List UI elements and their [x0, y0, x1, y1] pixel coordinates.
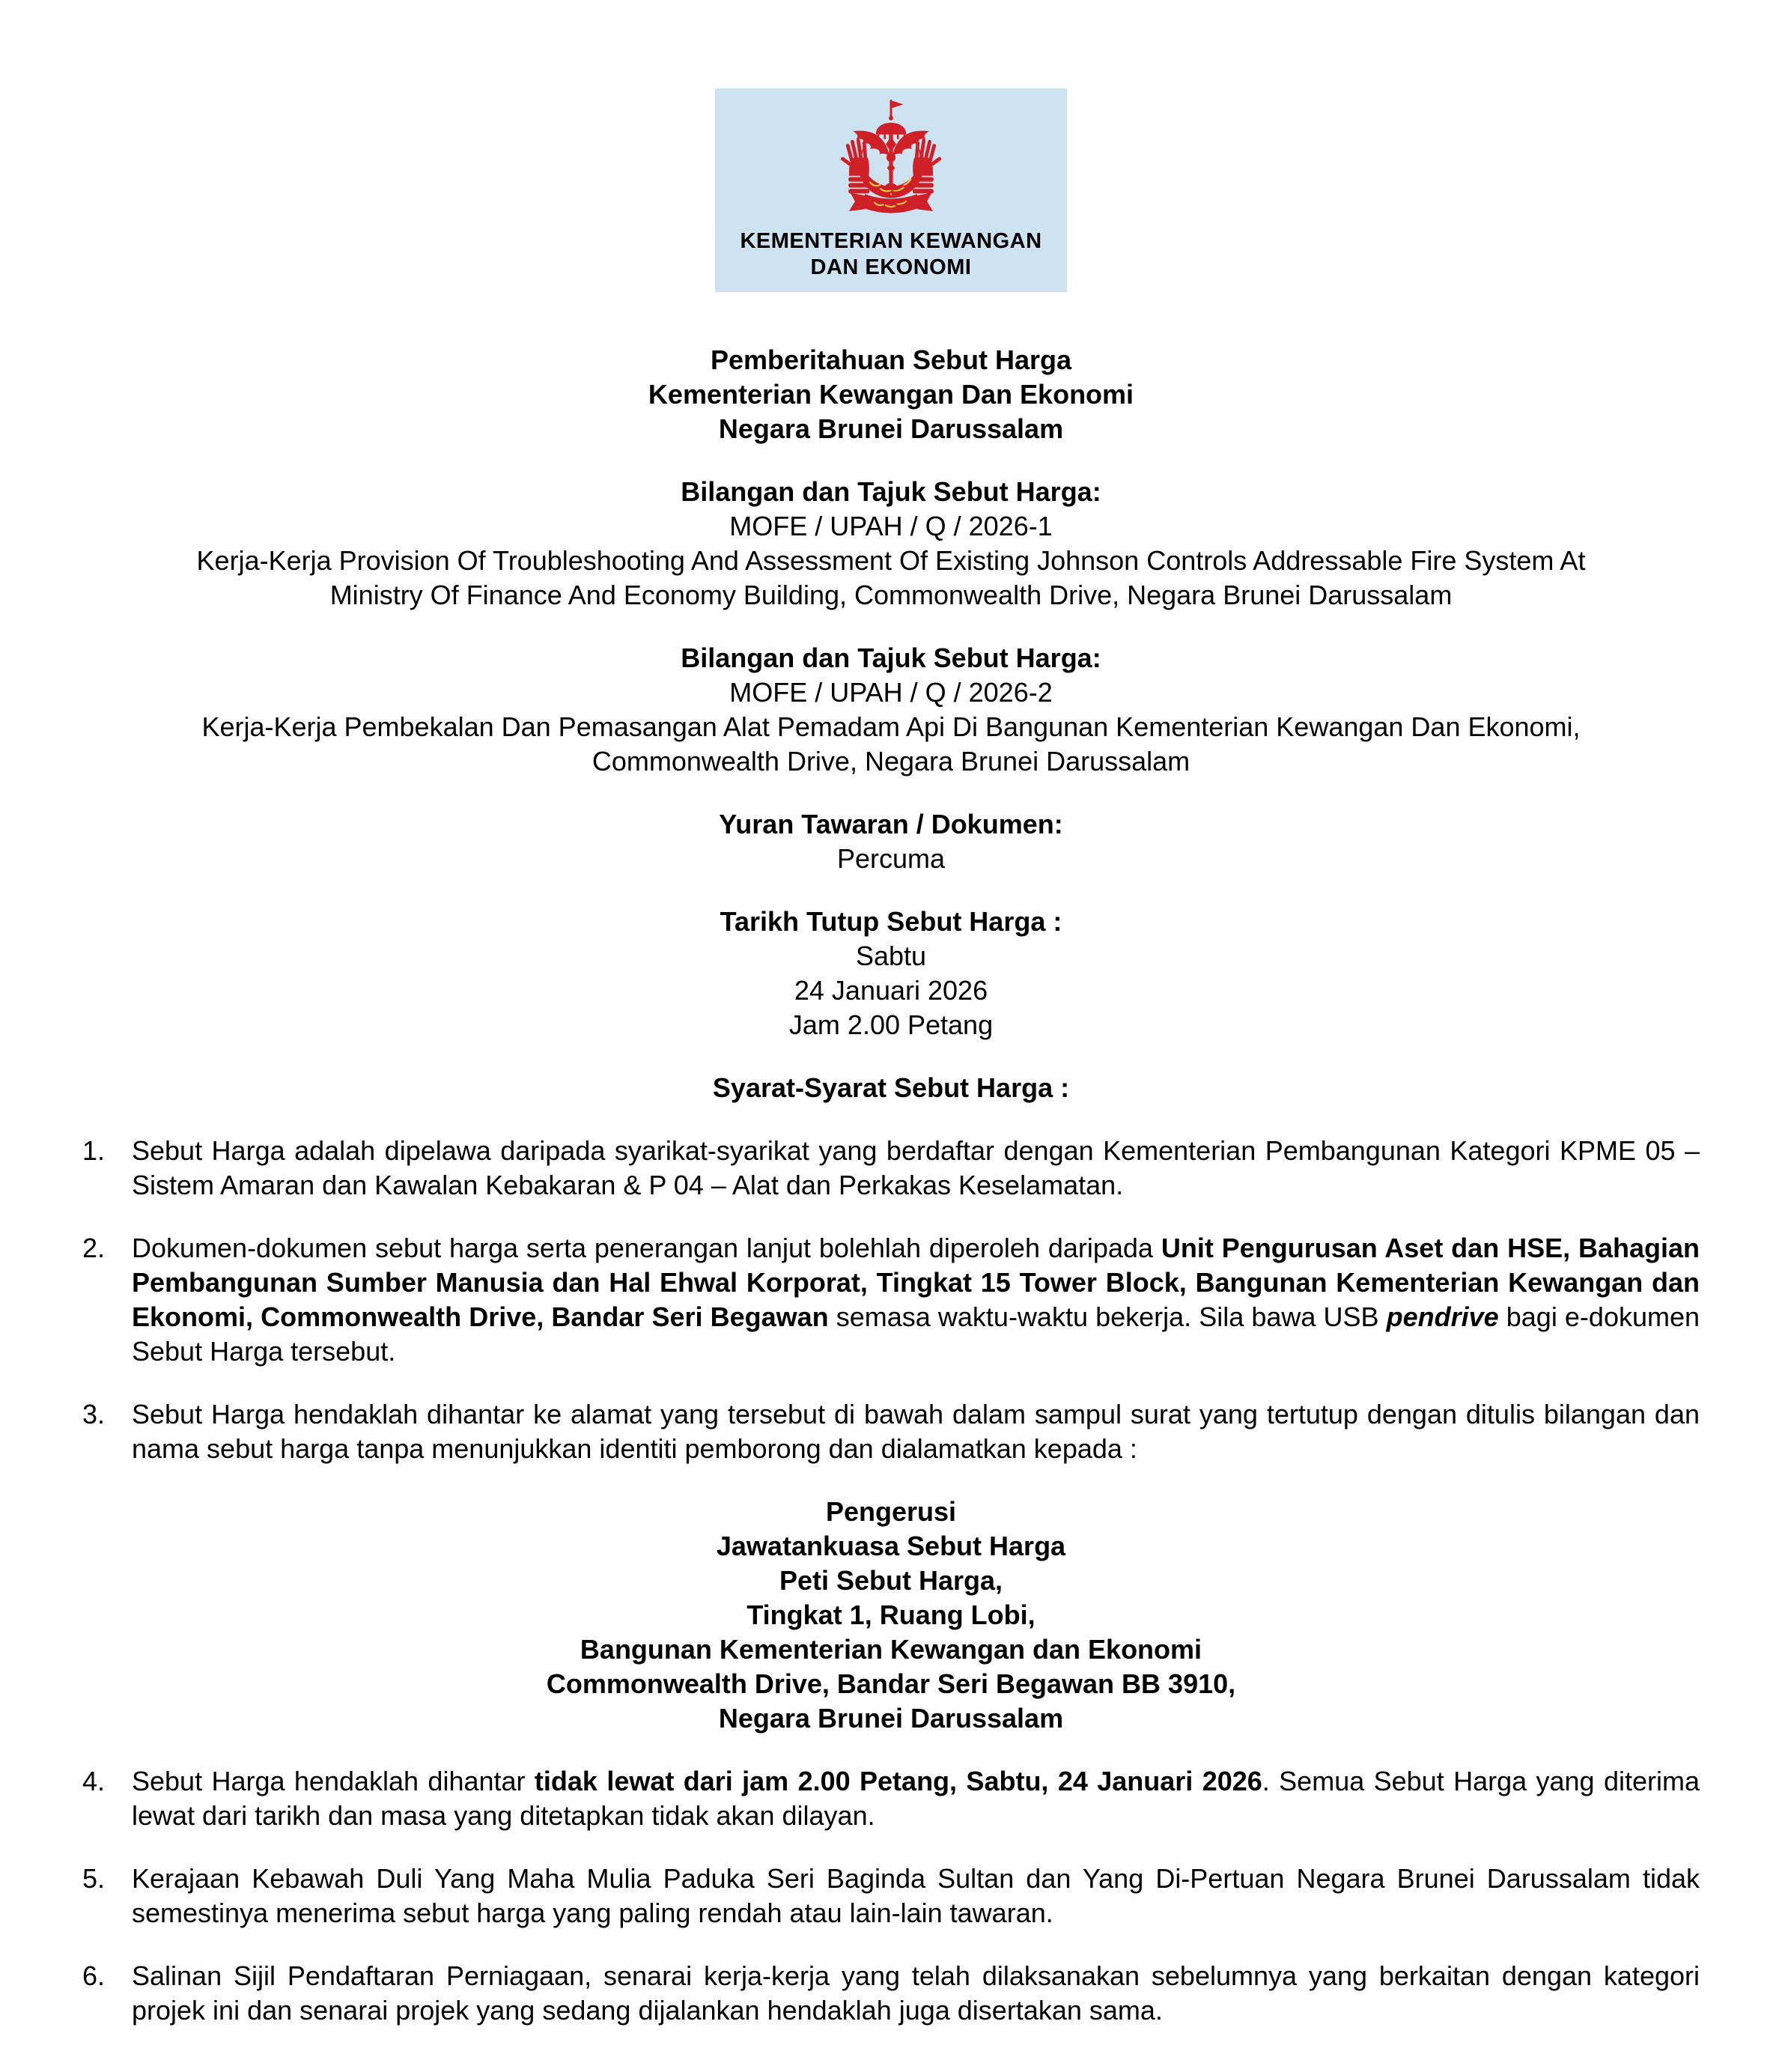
- condition-item-5: [82, 1862, 1700, 1930]
- condition-number: 1.: [82, 1135, 106, 1166]
- condition-text: Sebut Harga adalah dipelawa daripada syarikat-syarikat yang berdaftar dengan Kementerian Pembangunan Kategori KPME 05 – Sistem Amaran dan Kawalan Kebakaran & P 04 – Alat dan Perkakas Keselamatan.: [132, 1135, 1700, 1200]
- conditions-heading: Syarat-Syarat Sebut Harga :: [712, 1072, 1070, 1103]
- section-heading: Tarikh Tutup Sebut Harga :: [720, 906, 1062, 937]
- condition-number: 5.: [82, 1863, 106, 1894]
- address-line: Pengerusi: [825, 1496, 957, 1527]
- tender-description-line: Ministry Of Finance And Economy Building, Commonwealth Drive, Negara Brunei Darussalam: [329, 580, 1453, 610]
- submission-address: [0, 1495, 1782, 1736]
- conditions-list-continued: [82, 1764, 1700, 2028]
- fee-value: Percuma: [836, 843, 946, 874]
- condition-text: Sebut Harga hendaklah dihantar ke alamat yang tersebut di bawah dalam sampul surat yang tertutup dengan ditulis bilangan dan nama sebut harga tanpa menunjukkan identiti pemborong dan dialamatkan kepada :: [132, 1399, 1700, 1464]
- closing-time: Jam 2.00 Petang: [788, 1009, 994, 1040]
- condition-number: 6.: [82, 1960, 106, 1991]
- document-title-line: Negara Brunei Darussalam: [718, 413, 1064, 444]
- document-title-line: Kementerian Kewangan Dan Ekonomi: [648, 379, 1134, 410]
- section-heading: Bilangan dan Tajuk Sebut Harga:: [681, 642, 1101, 673]
- ministry-name-line1: KEMENTERIAN KEWANGAN: [740, 229, 1042, 253]
- condition-text: Sebut Harga hendaklah dihantar tidak lewat dari jam 2.00 Petang, Sabtu, 24 Januari 2026. Semua Sebut Harga yang diterima lewat dari tarikh dan masa yang ditetapkan tidak akan dilayan.: [132, 1766, 1700, 1831]
- tender-description-line: Kerja-Kerja Provision Of Troubleshooting And Assessment Of Existing Johnson Controls Addressable Fire System At: [196, 545, 1586, 576]
- tender-section-2: [0, 641, 1782, 779]
- ministry-name: [740, 228, 1041, 281]
- address-line: Peti Sebut Harga,: [779, 1565, 1003, 1596]
- fee-section: [0, 807, 1782, 876]
- condition-item-4: [82, 1764, 1700, 1833]
- condition-item-2: [82, 1231, 1700, 1369]
- closing-day: Sabtu: [855, 941, 927, 971]
- notice-content: [0, 343, 1782, 2028]
- condition-text: Dokumen-dokumen sebut harga serta penerangan lanjut bolehlah diperoleh daripada Unit Pengurusan Aset dan HSE, Bahagian Pembangunan Sumber Manusia dan Hal Ehwal Korporat, Tingkat 15 Tower Block, Bangunan Kementerian Kewangan dan Ekonomi, Commonwealth Drive, Bandar Seri Begawan semasa waktu-waktu bekerja. Sila bawa USB pendrive bagi e-dokumen Sebut Harga tersebut.: [132, 1233, 1700, 1367]
- document-title-line: Pemberitahuan Sebut Harga: [710, 344, 1072, 375]
- address-line: Tingkat 1, Ruang Lobi,: [746, 1599, 1036, 1630]
- condition-text: Kerajaan Kebawah Duli Yang Maha Mulia Paduka Seri Baginda Sultan dan Yang Di-Pertuan Negara Brunei Darussalam tidak semestinya menerima sebut harga yang paling rendah atau lain-lain tawaran.: [132, 1863, 1700, 1928]
- condition-number: 4.: [82, 1766, 106, 1796]
- condition-item-3: [82, 1397, 1700, 1466]
- closing-date-section: [0, 905, 1782, 1042]
- condition-number: 2.: [82, 1233, 106, 1263]
- document-title: [0, 343, 1782, 446]
- condition-item-1: [82, 1134, 1700, 1203]
- address-line: Commonwealth Drive, Bandar Seri Begawan BB 3910,: [546, 1668, 1236, 1699]
- tender-description-line: Kerja-Kerja Pembekalan Dan Pemasangan Alat Pemadam Api Di Bangunan Kementerian Kewangan Dan Ekonomi,: [201, 711, 1581, 742]
- tender-description-line: Commonwealth Drive, Negara Brunei Darussalam: [592, 746, 1190, 777]
- condition-text: Salinan Sijil Pendaftaran Perniagaan, senarai kerja-kerja yang telah dilaksanakan sebelumnya yang berkaitan dengan kategori projek ini dan senarai projek yang sedang dijalankan hendaklah juga disertakan sama.: [132, 1960, 1700, 2026]
- condition-item-6: [82, 1959, 1700, 2028]
- condition-number: 3.: [82, 1399, 106, 1430]
- section-heading: Yuran Tawaran / Dokumen:: [719, 809, 1063, 839]
- ministry-logo-panel: [715, 88, 1067, 292]
- brunei-crest-icon: [812, 96, 970, 227]
- address-line: Jawatankuasa Sebut Harga: [716, 1531, 1066, 1561]
- closing-date: 24 Januari 2026: [794, 975, 988, 1006]
- section-heading: Bilangan dan Tajuk Sebut Harga:: [681, 476, 1101, 507]
- ministry-name-line2: DAN EKONOMI: [810, 255, 972, 279]
- address-line: Negara Brunei Darussalam: [718, 1703, 1064, 1734]
- tender-reference: MOFE / UPAH / Q / 2026-2: [729, 677, 1053, 708]
- tender-section-1: [0, 475, 1782, 613]
- conditions-list: [82, 1134, 1700, 1466]
- tender-reference: MOFE / UPAH / Q / 2026-1: [729, 511, 1053, 541]
- address-line: Bangunan Kementerian Kewangan dan Ekonomi: [580, 1634, 1202, 1665]
